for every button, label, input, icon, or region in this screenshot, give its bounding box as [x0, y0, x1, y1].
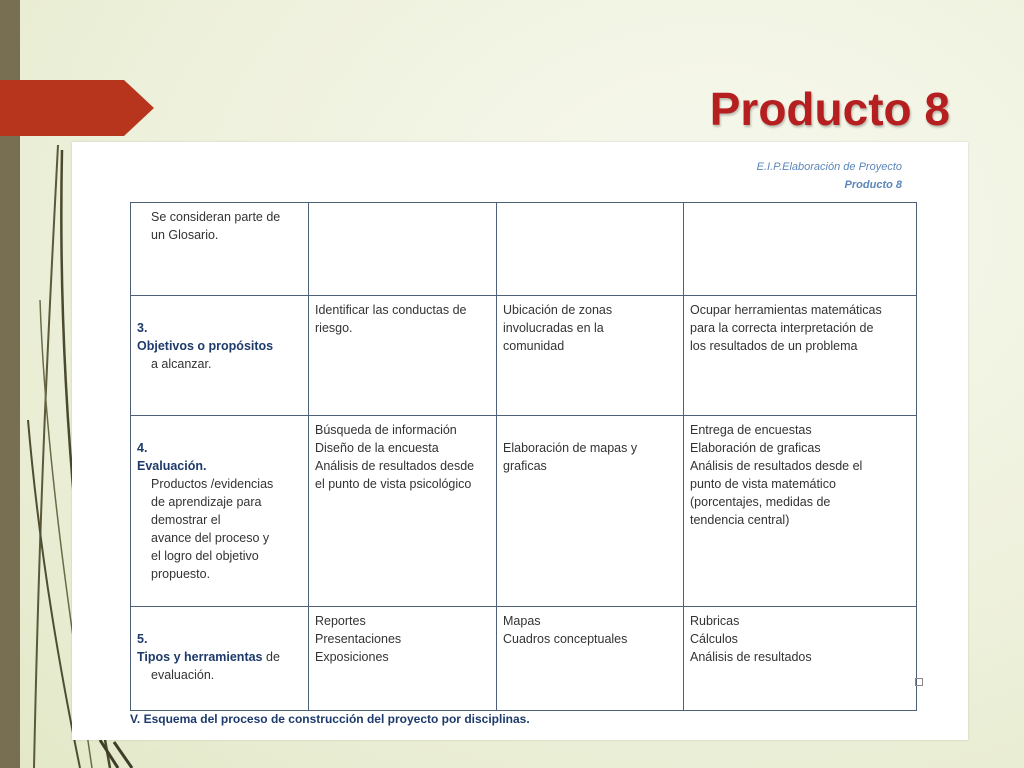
table-cell: [684, 203, 917, 296]
table-cell: [131, 296, 309, 416]
item-number: 3.: [137, 321, 148, 335]
item-description: evaluación.: [151, 668, 215, 682]
table-cell: Búsqueda de información Diseño de la encuesta Análisis de resultados desde el punto de vista psicológico: [309, 416, 497, 607]
table-cell: Rubricas Cálculos Análisis de resultados: [684, 607, 917, 711]
item-description: Productos /evidencias de aprendizaje para demostrar el avance del proceso y el logro del objetivo propuesto.: [151, 477, 274, 581]
document-header-line1: E.I.P.Elaboración de Proyecto: [756, 161, 902, 173]
item-heading-tail: de: [262, 650, 280, 664]
item-heading: Tipos y herramientas: [137, 650, 263, 664]
project-table: [130, 202, 917, 711]
table-cell: Reportes Presentaciones Exposiciones: [309, 607, 497, 711]
item-description: a alcanzar.: [151, 357, 212, 371]
table-row: [131, 607, 917, 711]
table-cell: Identificar las conductas de riesgo.: [309, 296, 497, 416]
table-cell: [309, 203, 497, 296]
document-header: [757, 158, 902, 194]
table-resize-handle: [915, 678, 923, 686]
table-cell: Mapas Cuadros conceptuales: [497, 607, 684, 711]
table-row: [131, 296, 917, 416]
table-cell: Entrega de encuestas Elaboración de graficas Análisis de resultados desde el punto de vista matemático (porcentajes, medidas de tendencia central): [684, 416, 917, 607]
document-header-line2: Producto 8: [844, 179, 902, 191]
item-number: 5.: [137, 632, 148, 646]
slide-title: Producto 8: [709, 83, 950, 135]
table-cell: [131, 607, 309, 711]
table-cell: [131, 203, 309, 296]
table-cell: [497, 203, 684, 296]
cell-text: Se consideran parte de un Glosario.: [151, 210, 281, 242]
item-number: 4.: [137, 441, 148, 455]
item-heading: Objetivos o propósitos: [137, 339, 274, 353]
table-row: [131, 203, 917, 296]
section-heading: V. Esquema del proceso de construcción del proyecto por disciplinas.: [130, 712, 530, 726]
table-cell: Ocupar herramientas matemáticas para la correcta interpretación de los resultados de un problema: [684, 296, 917, 416]
table-cell: Elaboración de mapas y graficas: [497, 416, 684, 607]
document-page: [72, 142, 968, 740]
table-cell: Ubicación de zonas involucradas en la comunidad: [497, 296, 684, 416]
table-row: [131, 416, 917, 607]
item-heading: Evaluación.: [137, 459, 207, 473]
table-cell: [131, 416, 309, 607]
arrow-tab-decoration: [0, 80, 154, 136]
